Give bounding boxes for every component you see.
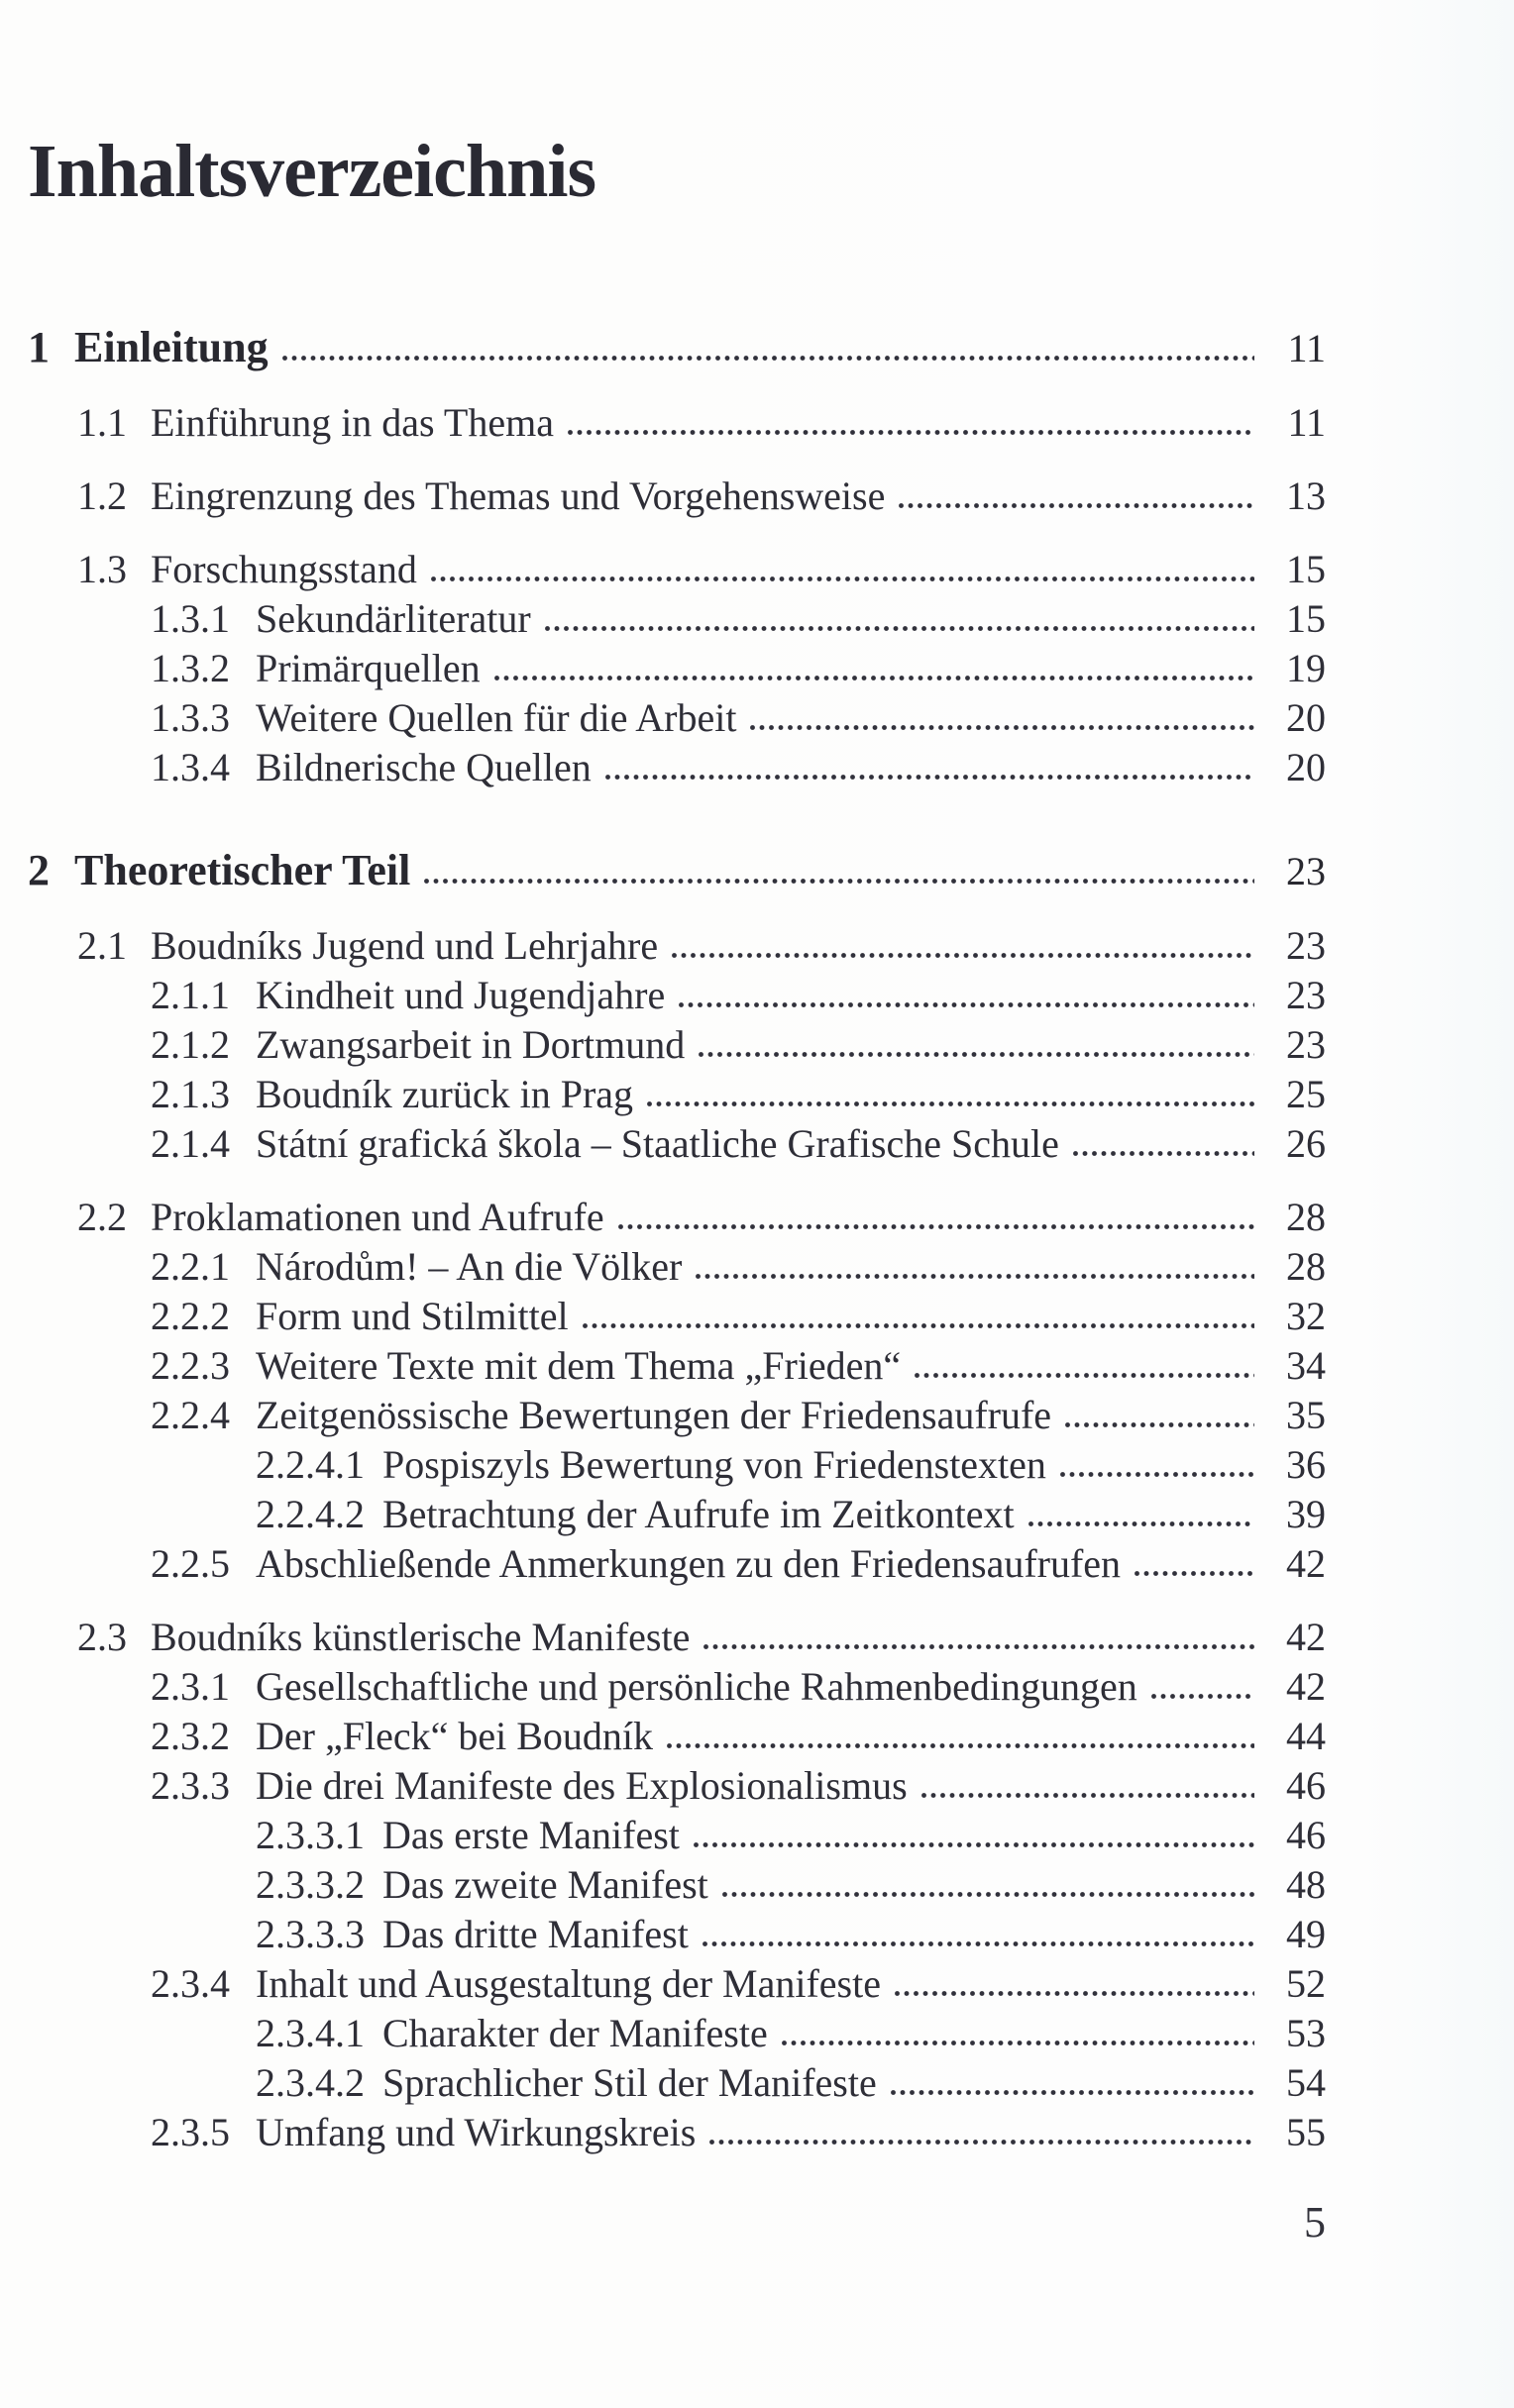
toc-entry	[28, 923, 1326, 968]
entry-title: Charakter der Manifeste	[382, 2011, 768, 2055]
entry-number: 2.3.4	[151, 1961, 230, 2006]
entry-number: 1	[28, 323, 50, 371]
entry-title: Das zweite Manifest	[382, 1862, 708, 1907]
entry-page: 46	[1286, 1813, 1326, 1857]
toc-entry	[28, 1714, 1326, 1758]
entry-title: Das dritte Manifest	[382, 1912, 689, 1956]
toc-entry	[28, 1541, 1326, 1586]
page-title: Inhaltsverzeichnis	[28, 130, 596, 213]
entry-page: 53	[1286, 2011, 1326, 2055]
toc-entry	[28, 1393, 1326, 1437]
entry-page: 35	[1286, 1393, 1326, 1437]
entry-page: 25	[1286, 1072, 1326, 1116]
entry-page: 46	[1286, 1763, 1326, 1808]
dot-leader	[898, 502, 1254, 509]
entry-page: 54	[1286, 2060, 1326, 2105]
entry-title: Kindheit und Jugendjahre	[256, 973, 666, 1017]
toc-list	[28, 323, 1326, 2154]
entry-title: Betrachtung der Aufrufe im Zeitkontext	[382, 1492, 1015, 1536]
dot-leader	[702, 1940, 1254, 1947]
entry-number: 2.1	[77, 923, 127, 968]
dot-leader	[920, 1792, 1254, 1799]
entry-page: 23	[1286, 923, 1326, 968]
toc-entry	[28, 1961, 1326, 2006]
entry-page: 23	[1286, 973, 1326, 1017]
entry-title: Der „Fleck“ bei Boudník	[256, 1714, 653, 1758]
entry-page: 15	[1286, 547, 1326, 591]
entry-title: Theoretischer Teil	[74, 846, 411, 894]
entry-title: Zeitgenössische Bewertungen der Friedensaufrufe	[256, 1393, 1052, 1437]
entry-number: 2.2.5	[151, 1541, 230, 1586]
dot-leader	[693, 1841, 1254, 1848]
entry-number: 2.3.3	[151, 1763, 230, 1808]
entry-number: 2.3.4.1	[256, 2011, 365, 2055]
dot-leader	[430, 576, 1254, 582]
toc-entry	[28, 1862, 1326, 1907]
entry-title: Eingrenzung des Themas und Vorgehensweise	[151, 473, 886, 518]
entry-page: 39	[1286, 1492, 1326, 1536]
toc-entry	[28, 596, 1326, 641]
toc-entry	[28, 1912, 1326, 1956]
entry-title: Primärquellen	[256, 646, 481, 690]
toc-entry	[28, 1492, 1326, 1536]
entry-title: Das erste Manifest	[382, 1813, 680, 1857]
entry-page: 42	[1286, 1615, 1326, 1659]
dot-leader	[749, 724, 1254, 731]
entry-title: Form und Stilmittel	[256, 1294, 569, 1338]
entry-page: 23	[1286, 1022, 1326, 1067]
entry-page: 11	[1287, 400, 1326, 445]
entry-number: 1.2	[77, 473, 127, 518]
toc-entry	[28, 1763, 1326, 1808]
entry-page: 55	[1286, 2110, 1326, 2154]
entry-page: 28	[1286, 1244, 1326, 1289]
entry-number: 1.3.4	[151, 745, 230, 789]
toc-entry	[28, 1072, 1326, 1116]
entry-title: Inhalt und Ausgestaltung der Manifeste	[256, 1961, 881, 2006]
entry-number: 2.3.2	[151, 1714, 230, 1758]
entry-number: 1.3.2	[151, 646, 230, 690]
dot-leader	[582, 1322, 1254, 1329]
toc-entry	[28, 547, 1326, 591]
toc-entry	[28, 323, 1326, 371]
toc-entry	[28, 1244, 1326, 1289]
entry-number: 2.3.3.3	[256, 1912, 365, 1956]
entry-title: Gesellschaftliche und persönliche Rahmenbedingungen	[256, 1664, 1137, 1709]
toc-entry	[28, 2011, 1326, 2055]
dot-leader	[781, 2040, 1254, 2046]
entry-number: 1.3.1	[151, 596, 230, 641]
dot-leader	[914, 1372, 1254, 1379]
dot-leader	[493, 675, 1254, 681]
dot-leader	[698, 1051, 1254, 1058]
entry-title: Weitere Quellen für die Arbeit	[256, 695, 737, 740]
entry-page: 23	[1286, 849, 1326, 893]
toc-entry	[28, 745, 1326, 789]
entry-title: Einleitung	[74, 323, 269, 371]
entry-number: 2.2.4	[151, 1393, 230, 1437]
dot-leader	[1072, 1150, 1254, 1157]
toc-entry	[28, 1022, 1326, 1067]
entry-page: 13	[1286, 473, 1326, 518]
entry-page: 19	[1286, 646, 1326, 690]
entry-number: 2.2	[77, 1195, 127, 1239]
entry-page: 42	[1286, 1664, 1326, 1709]
entry-number: 2.1.3	[151, 1072, 230, 1116]
entry-number: 2.3.4.2	[256, 2060, 365, 2105]
entry-title: Proklamationen und Aufrufe	[151, 1195, 604, 1239]
entry-title: Abschließende Anmerkungen zu den Friedensaufrufen	[256, 1541, 1122, 1586]
entry-page: 20	[1286, 695, 1326, 740]
entry-number: 2.3	[77, 1615, 127, 1659]
entry-title: Národům! – An die Völker	[256, 1244, 683, 1289]
dot-leader	[666, 1742, 1254, 1749]
entry-page: 32	[1286, 1294, 1326, 1338]
entry-page: 26	[1286, 1121, 1326, 1166]
toc-entry	[28, 2060, 1326, 2105]
entry-page: 52	[1286, 1961, 1326, 2006]
entry-title: Sekundärliteratur	[256, 596, 531, 641]
entry-page: 20	[1286, 745, 1326, 789]
entry-page: 36	[1286, 1442, 1326, 1487]
entry-page: 34	[1286, 1343, 1326, 1388]
toc-entry	[28, 1442, 1326, 1487]
entry-number: 2.1.2	[151, 1022, 230, 1067]
dot-leader	[678, 1001, 1254, 1008]
entry-title: Zwangsarbeit in Dortmund	[256, 1022, 686, 1067]
page-number: 5	[1304, 2198, 1326, 2247]
dot-leader	[890, 2089, 1254, 2096]
entry-title: Boudníks künstlerische Manifeste	[151, 1615, 691, 1659]
entry-title: Státní grafická škola – Staatliche Grafische Schule	[256, 1121, 1059, 1166]
entry-number: 2.2.4.2	[256, 1492, 365, 1536]
dot-leader	[671, 952, 1254, 959]
dot-leader	[617, 1223, 1254, 1230]
toc-entry	[28, 1813, 1326, 1857]
toc-entry	[28, 1195, 1326, 1239]
dot-leader	[544, 625, 1254, 632]
dot-leader	[567, 429, 1254, 436]
toc-entry	[28, 695, 1326, 740]
entry-page: 49	[1286, 1912, 1326, 1956]
entry-title: Boudník zurück in Prag	[256, 1072, 634, 1116]
dot-leader	[1134, 1570, 1254, 1577]
toc-entry	[28, 1615, 1326, 1659]
entry-page: 48	[1286, 1862, 1326, 1907]
toc-entry	[28, 1343, 1326, 1388]
toc-entry	[28, 2110, 1326, 2154]
toc-entry	[28, 1294, 1326, 1338]
entry-title: Bildnerische Quellen	[256, 745, 592, 789]
dot-leader	[1027, 1520, 1254, 1527]
entry-title: Weitere Texte mit dem Thema „Frieden“	[256, 1343, 902, 1388]
entry-page: 42	[1286, 1541, 1326, 1586]
dot-leader	[281, 355, 1254, 362]
entry-title: Einführung in das Thema	[151, 400, 554, 445]
dot-leader	[695, 1273, 1254, 1280]
entry-page: 44	[1286, 1714, 1326, 1758]
entry-number: 1.1	[77, 400, 127, 445]
dot-leader	[721, 1891, 1254, 1898]
entry-number: 2	[28, 846, 50, 894]
toc-entry	[28, 846, 1326, 894]
toc-entry	[28, 400, 1326, 445]
dot-leader	[1064, 1421, 1254, 1428]
dot-leader	[708, 2139, 1254, 2146]
entry-number: 1.3.3	[151, 695, 230, 740]
entry-number: 2.3.3.2	[256, 1862, 365, 1907]
entry-page: 28	[1286, 1195, 1326, 1239]
entry-title: Umfang und Wirkungskreis	[256, 2110, 697, 2154]
entry-title: Sprachlicher Stil der Manifeste	[382, 2060, 877, 2105]
dot-leader	[646, 1100, 1254, 1107]
entry-page: 15	[1286, 596, 1326, 641]
toc-entry	[28, 973, 1326, 1017]
entry-title: Boudníks Jugend und Lehrjahre	[151, 923, 659, 968]
dot-leader	[423, 878, 1254, 885]
entry-page: 11	[1287, 326, 1326, 370]
entry-number: 2.1.1	[151, 973, 230, 1017]
toc-entry	[28, 473, 1326, 518]
entry-number: 2.2.4.1	[256, 1442, 365, 1487]
entry-number: 2.2.1	[151, 1244, 230, 1289]
entry-number: 2.3.3.1	[256, 1813, 365, 1857]
entry-number: 2.3.1	[151, 1664, 230, 1709]
dot-leader	[604, 774, 1254, 781]
toc-entry	[28, 1664, 1326, 1709]
entry-title: Die drei Manifeste des Explosionalismus	[256, 1763, 908, 1808]
dot-leader	[894, 1990, 1254, 1997]
entry-number: 1.3	[77, 547, 127, 591]
dot-leader	[1059, 1471, 1254, 1478]
entry-title: Forschungsstand	[151, 547, 417, 591]
dot-leader	[1150, 1693, 1254, 1700]
toc-entry	[28, 1121, 1326, 1166]
entry-number: 2.3.5	[151, 2110, 230, 2154]
entry-number: 2.1.4	[151, 1121, 230, 1166]
entry-title: Pospiszyls Bewertung von Friedenstexten	[382, 1442, 1046, 1487]
toc-entry	[28, 646, 1326, 690]
entry-number: 2.2.3	[151, 1343, 230, 1388]
dot-leader	[703, 1643, 1254, 1650]
entry-number: 2.2.2	[151, 1294, 230, 1338]
